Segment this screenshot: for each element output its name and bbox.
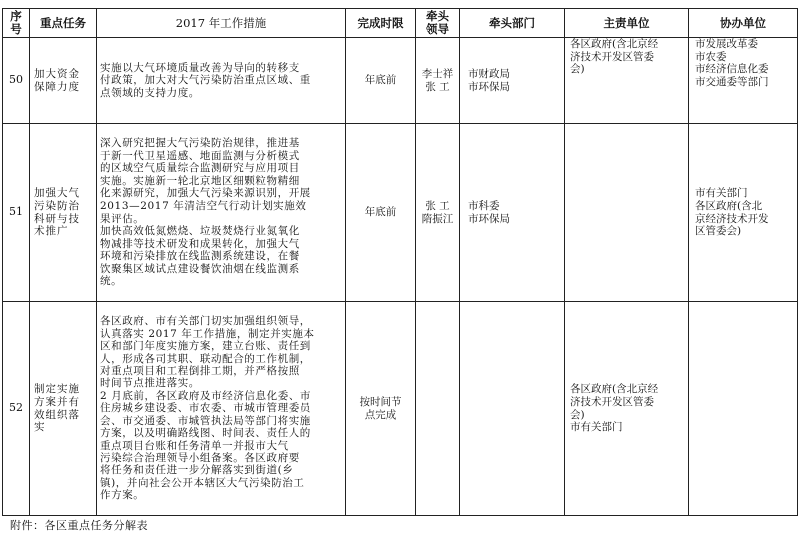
- row-assisting: 市有关部门 各区政府(含北 京经济技术开发 区管委会): [689, 124, 798, 302]
- row-responsible: [565, 124, 689, 302]
- row-measures: 深入研究把握大气污染防治规律，推进基 于新一代卫星遥感、地面监测与分析模式 的区域空气质量综合监测研究与应用项目 实施。实施新一轮北京地区细颗粒物精细 化来源研究，加强大气污染来源识别，开展 2013—2017 年清洁空气行动计划实施效 果评估。 加快高效低氮燃烧、垃圾焚烧行业氮氧化 物减排等技术研发和成果转化，加强大气 环境和污染排放在线监测系统建设，在餐 饮聚集区域试点建设餐饮油烟在线监测系 统。: [97, 124, 346, 302]
- row-responsible: 各区政府(含北京经 济技术开发区管委 会): [565, 38, 689, 124]
- row-task: 制定实施 方案并有 效组织落 实: [30, 302, 97, 516]
- row-no: 51: [3, 124, 30, 302]
- header-leader: 牵头 领导: [416, 9, 460, 38]
- header-row: [3, 9, 798, 38]
- row-task: 加强大气 污染防治 科研与技 术推广: [30, 124, 97, 302]
- header-measures: 2017 年工作措施: [97, 9, 346, 38]
- row-deadline: 年底前: [346, 124, 416, 302]
- attachment-note: 附件：各区重点任务分解表: [10, 519, 148, 532]
- table-row: [3, 302, 798, 516]
- row-task: 加大资金 保障力度: [30, 38, 97, 124]
- row-measures: 各区政府、市有关部门切实加强组织领导， 认真落实 2017 年工作措施，制定并实施本 区和部门年度实施方案，建立台账、责任到 人，形成各司其职、联动配合的工作机制， 对重点项目和工程倒排工期，并严格按照 时间节点推进落实。 2 月底前，各区政府及市经济信息化委、市 住房城乡建设委、市农委、市城市管理委员 会、市交通委、市城管执法局等部门将实施 方案，以及明确路线图、时间表、责任人的 重点项目台账和任务清单一并报市大气 污染综合治理领导小组备案。各区政府要 将任务和责任进一步分解落实到街道(乡 镇)，并向社会公开本辖区大气污染防治工 作方案。: [97, 302, 346, 516]
- header-assisting: 协办单位: [689, 9, 798, 38]
- header-deadline: 完成时限: [346, 9, 416, 38]
- header-responsible: 主责单位: [565, 9, 689, 38]
- row-assisting: [689, 302, 798, 516]
- table-row: [3, 38, 798, 124]
- row-lead-depts: 市科委 市环保局: [460, 124, 565, 302]
- row-leader: 李士祥 张 工: [416, 38, 460, 124]
- row-lead-depts: 市财政局 市环保局: [460, 38, 565, 124]
- row-responsible: 各区政府(含北京经 济技术开发区管委 会) 市有关部门: [565, 302, 689, 516]
- row-leader: 张 工 隋振江: [416, 124, 460, 302]
- header-task: 重点任务: [30, 9, 97, 38]
- header-lead-depts: 牵头部门: [460, 9, 565, 38]
- header-no: 序 号: [3, 9, 30, 38]
- row-leader: [416, 302, 460, 516]
- row-deadline: 年底前: [346, 38, 416, 124]
- row-no: 50: [3, 38, 30, 124]
- key-tasks-table: [2, 8, 798, 516]
- row-assisting: 市发展改革委 市农委 市经济信息化委 市交通委等部门: [689, 38, 798, 124]
- table-row: [3, 124, 798, 302]
- row-lead-depts: [460, 302, 565, 516]
- row-measures: 实施以大气环境质量改善为导向的转移支 付政策，加大对大气污染防治重点区域、重 点领域的支持力度。: [97, 38, 346, 124]
- row-no: 52: [3, 302, 30, 516]
- row-deadline: 按时间节 点完成: [346, 302, 416, 516]
